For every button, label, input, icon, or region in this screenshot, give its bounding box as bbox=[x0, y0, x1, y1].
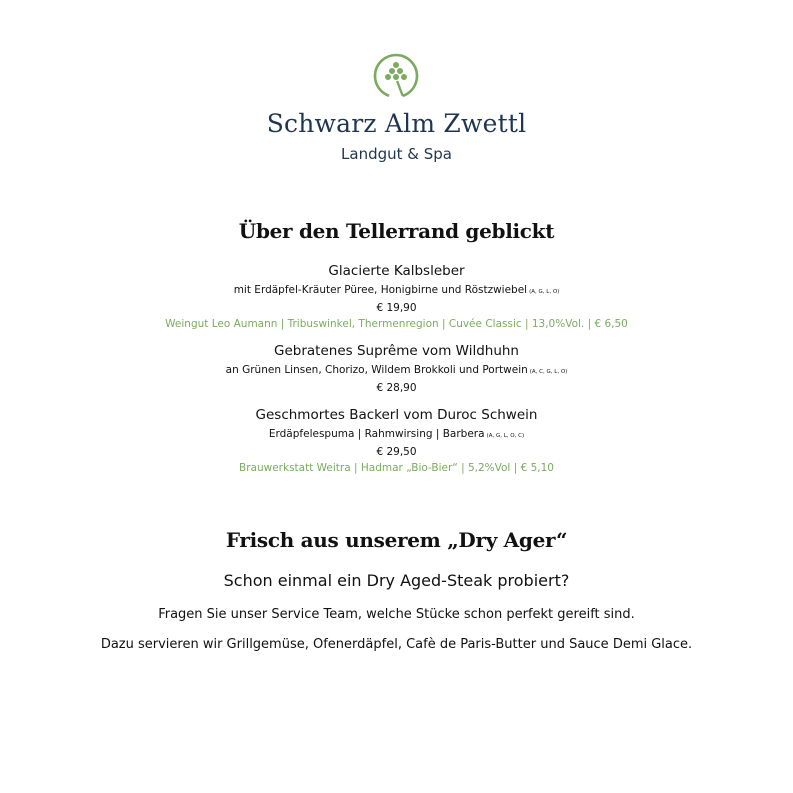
section-title-dry-ager: Frisch aus unserem „Dry Ager“ bbox=[225, 528, 568, 552]
dish-price: € 19,90 bbox=[376, 302, 417, 314]
allergens: (A, C, G, L, O) bbox=[529, 369, 568, 375]
brand-subtitle: Landgut & Spa bbox=[341, 145, 452, 163]
logo bbox=[0, 52, 793, 164]
info-line-1: Fragen Sie unser Service Team, welche Stücke schon perfekt gereift sind. bbox=[158, 607, 635, 622]
dish-description: mit Erdäpfel-Kräuter Püree, Honigbirne und Röstzwiebel (A, G, L, O) bbox=[233, 284, 560, 296]
beer-pairing: Brauwerkstatt Weitra | Hadmar „Bio-Bier“ | 5,2%Vol | € 5,10 bbox=[239, 462, 554, 474]
dish-price: € 28,90 bbox=[376, 382, 417, 394]
dish-backerl bbox=[0, 406, 793, 476]
dish-description: an Grünen Linsen, Chorizo, Wildem Brokkoli und Portwein (A, C, G, L, O) bbox=[225, 364, 568, 376]
dish-name: Geschmortes Backerl vom Duroc Schwein bbox=[255, 407, 538, 423]
info-line-2: Dazu servieren wir Grillgemüse, Ofenerdäpfel, Cafè de Paris-Butter und Sauce Demi Glace. bbox=[100, 637, 693, 652]
dish-name: Glacierte Kalbsleber bbox=[328, 263, 465, 279]
wine-pairing: Weingut Leo Aumann | Tribuswinkel, Thermenregion | Cuvée Classic | 13,0%Vol. | € 6,50 bbox=[165, 318, 628, 330]
dish-kalbsleber bbox=[0, 262, 793, 332]
section-title-tellerrand: Über den Tellerrand geblickt bbox=[238, 219, 555, 243]
section-subtitle: Schon einmal ein Dry Aged-Steak probiert? bbox=[223, 571, 570, 590]
dish-name: Gebratenes Suprême vom Wildhuhn bbox=[274, 343, 519, 359]
dish-description: Erdäpfelespuma | Rahmwirsing | Barbera (A, G, L, O, C) bbox=[268, 428, 525, 440]
brand-name: Schwarz Alm Zwettl bbox=[266, 109, 527, 138]
grape-tree-circle-icon bbox=[372, 52, 422, 102]
allergens: (A, G, L, O, C) bbox=[486, 433, 525, 439]
dish-wildhuhn bbox=[0, 342, 793, 396]
allergens: (A, G, L, O) bbox=[529, 289, 560, 295]
dish-price: € 29,50 bbox=[376, 446, 417, 458]
